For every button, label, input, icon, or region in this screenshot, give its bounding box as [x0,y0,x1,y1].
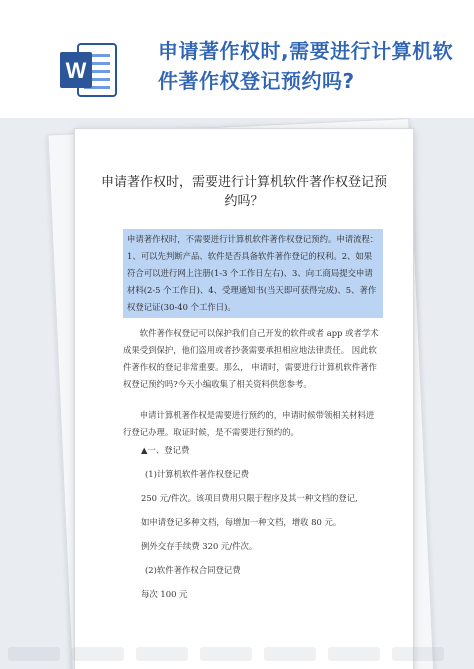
header-banner [0,0,474,118]
highlighted-summary: 申请著作权时，不需要进行计算机软件著作权登记预约。申请流程： 1、可以先判断产品、软件是否具备软件著作登记的权利。2、如果符合可以进行网上注册(1-3 个工作日左右)、3、向工商局提交申请材料(2-5 个工作日)、4、受理通知书(当天即可获得完成)、5、著作权登记证(30-40 个工作日)。 [123,229,383,318]
fee-detail-line: 250 元/件次。该项目费用只限于程序及其一种文档的登记, [141,493,358,503]
svg-text:W: W [65,58,87,83]
fee-detail-line: 例外交存手续费 320 元/件次。 [141,541,258,551]
watermark-mark [8,647,60,661]
fee-item-contract-registration: (2)软件著作权合同登记费 [145,565,241,575]
document-preview [0,118,474,669]
fee-item-software-registration: (1)计算机软件著作权登记费 [145,469,249,479]
paragraph-intro: 软件著作权登记可以保护我们自己开发的软件或者 app 或者学术成果受到保护，他们盗用或者抄袭需要承担相应地法律责任。 因此软件著作权的登记非常重要。那么， 申请时，需要进行计算机软件著作权登记预约吗?今天小编收集了相关资料供您参考。 [123,328,379,389]
word-document-icon [58,40,118,100]
section-heading-fees: ▲一、登记费 [141,445,190,455]
fee-detail-line: 如申请登记多种文档，每增加一种文档，增收 80 元。 [141,517,342,527]
document-title: 申请著作权时，需要进行计算机软件著作权登记预约吗？ [100,175,387,209]
paragraph-answer: 申请计算机著作权是需要进行预约的，申请时候带领相关材料进行登记办理。取证时候，是不需要进行预约的。 [123,410,375,437]
document-page [74,128,414,669]
page-title: 申请著作权时,需要进行计算机软件著作权登记预约吗? [158,39,454,93]
fee-detail-line: 每次 100 元 [141,589,188,599]
